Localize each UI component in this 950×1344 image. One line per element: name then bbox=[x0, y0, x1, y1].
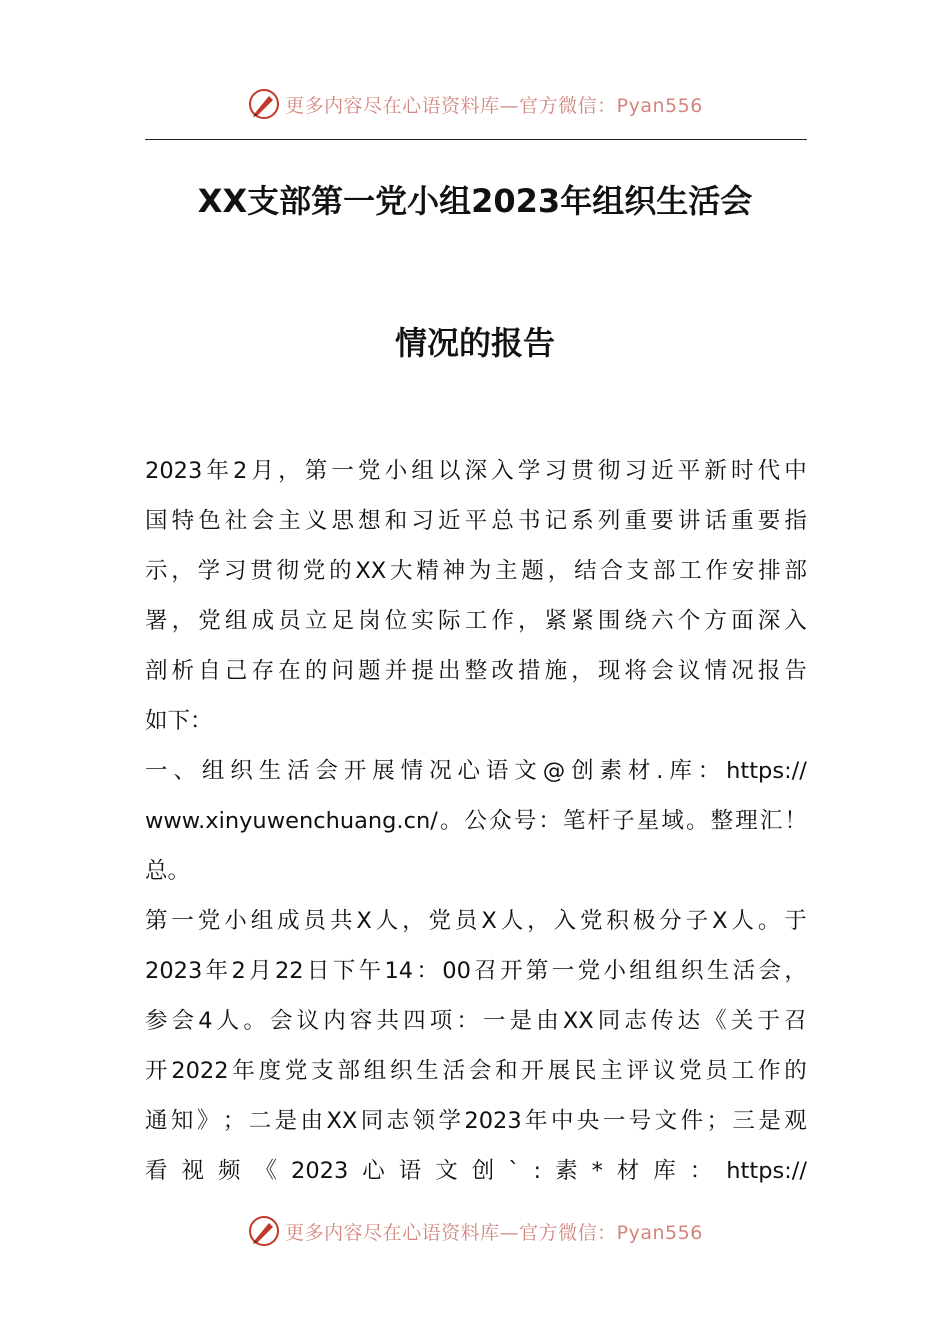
document-body bbox=[145, 446, 807, 1196]
body-line: www.xinyuwenchuang.cn/ 。 公 众 号 ： 笔 杆 子 星 域 。 整 理 汇 ！ bbox=[145, 808, 807, 834]
header-watermark-banner bbox=[0, 84, 950, 124]
body-line: 看 视 频 《 2023 心 语 文 创 ` : 素 * 材 库 ： https:// bbox=[145, 1158, 807, 1184]
body-line: 剖 析 自 己 存 在 的 问 题 并 提 出 整 改 措 施 ， 现 将 会 议 情 况 报 告 bbox=[145, 658, 807, 684]
body-line: 如下： bbox=[145, 708, 213, 734]
pen-nib-logo-icon bbox=[247, 1214, 281, 1248]
banner-wechat-id: Pyan556 bbox=[616, 1221, 703, 1244]
header-banner-text bbox=[285, 91, 703, 118]
body-line: 参 会 4 人 。 会 议 内 容 共 四 项 ： 一 是 由 XX 同 志 传 达 《 关 于 召 bbox=[145, 1008, 807, 1034]
banner-wechat-id: Pyan556 bbox=[616, 94, 703, 117]
banner-slogan: 更多内容尽在心语资料库—官方微信： bbox=[285, 94, 617, 117]
body-line: 国 特 色 社 会 主 义 思 想 和 习 近 平 总 书 记 系 列 重 要 讲 话 重 要 指 bbox=[145, 508, 807, 534]
pen-nib-logo-icon bbox=[247, 87, 281, 121]
body-line: 2023 年 2 月 22 日 下 午 14 ： 00 召 开 第 一 党 小 组 组 织 生 活 会 ， bbox=[145, 958, 807, 984]
body-line: 一 、 组 织 生 活 会 开 展 情 况 心 语 文 @ 创 素 材 . 库 ： https:// bbox=[145, 758, 807, 784]
body-line: 示 ， 学 习 贯 彻 党 的 XX 大 精 神 为 主 题 ， 结 合 支 部 工 作 安 排 部 bbox=[145, 558, 807, 584]
header-divider bbox=[145, 139, 807, 140]
body-line: 开 2022 年 度 党 支 部 组 织 生 活 会 和 开 展 民 主 评 议 党 员 工 作 的 bbox=[145, 1058, 807, 1084]
document-title-line-1: XX支部第一党小组2023年组织生活会 bbox=[197, 182, 753, 220]
body-line: 署 ， 党 组 成 员 立 足 岗 位 实 际 工 作 ， 紧 紧 围 绕 六 个 方 面 深 入 bbox=[145, 608, 807, 634]
footer-watermark-banner bbox=[0, 1211, 950, 1251]
body-line: 第 一 党 小 组 成 员 共 X 人 ， 党 员 X 人 ， 入 党 积 极 分 子 X 人 。 于 bbox=[145, 908, 807, 934]
body-line: 通 知 》 ； 二 是 由 XX 同 志 领 学 2023 年 中 央 一 号 文 件 ； 三 是 观 bbox=[145, 1108, 807, 1134]
banner-slogan: 更多内容尽在心语资料库—官方微信： bbox=[285, 1221, 617, 1244]
body-line: 2023 年 2 月 ， 第 一 党 小 组 以 深 入 学 习 贯 彻 习 近 平 新 时 代 中 bbox=[145, 458, 807, 484]
footer-banner-text bbox=[285, 1218, 703, 1245]
document-title-line-2: 情况的报告 bbox=[394, 324, 555, 362]
body-line: 总。 bbox=[145, 858, 191, 884]
